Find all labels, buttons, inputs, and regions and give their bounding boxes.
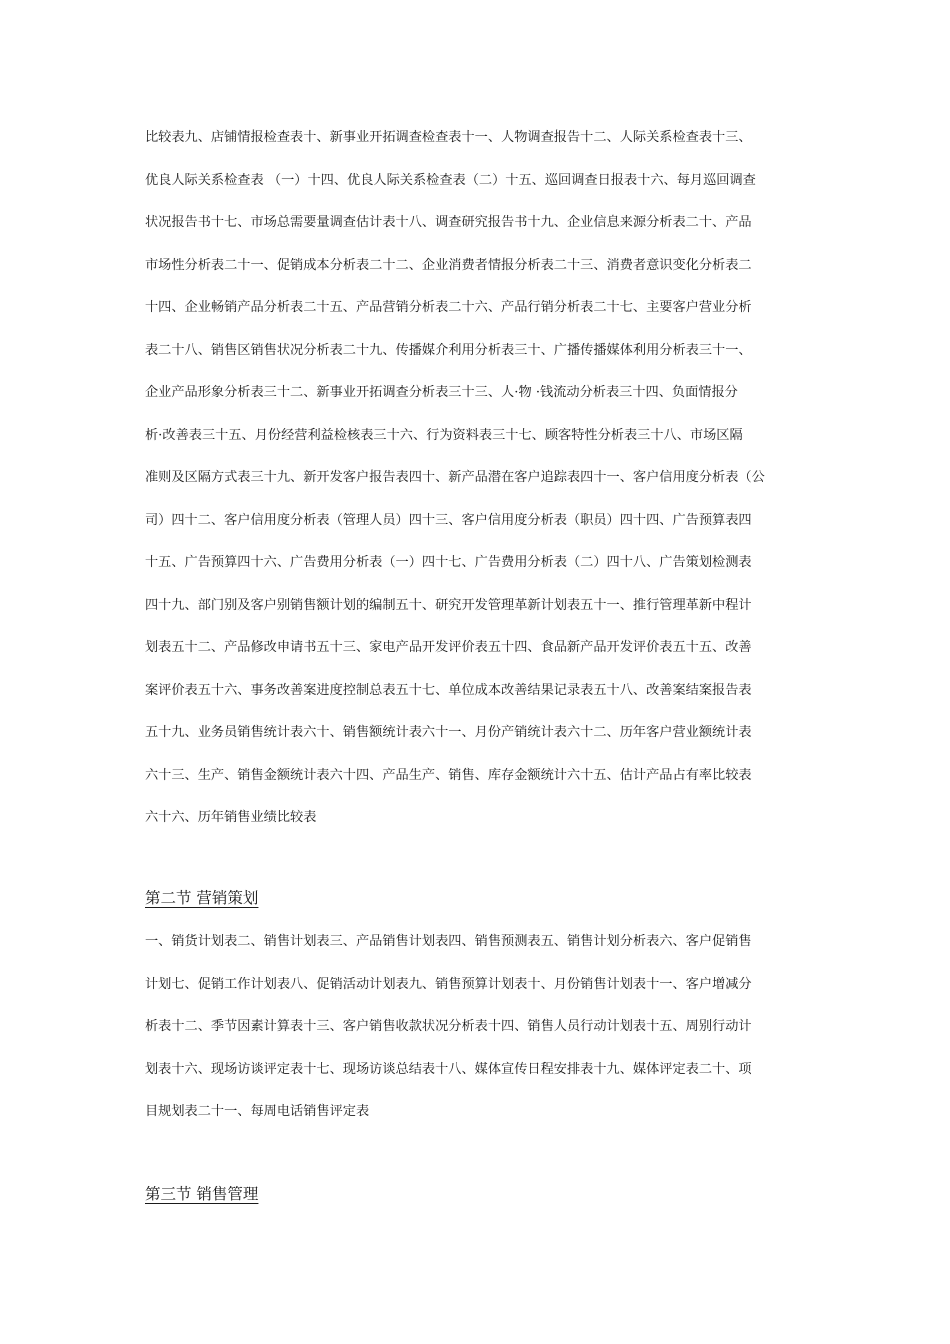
text-line: 案评价表五十六、事务改善案进度控制总表五十七、单位成本改善结果记录表五十八、改善案结案报告表 bbox=[145, 682, 752, 698]
text-line: 析·改善表三十五、月份经营利益检核表三十六、行为资料表三十七、顾客特性分析表三十八、市场区隔 bbox=[145, 427, 743, 443]
text-line: 一、销货计划表二、销售计划表三、产品销售计划表四、销售预测表五、销售计划分析表六、客户促销售 bbox=[145, 934, 752, 949]
text-line: 十五、广告预算四十六、广告费用分析表（一）四十七、广告费用分析表（二）四十八、广告策划检测表 bbox=[145, 555, 752, 570]
text-line: 司）四十二、客户信用度分析表（管理人员）四十三、客户信用度分析表（职员）四十四、广告预算表四 bbox=[145, 512, 752, 528]
section-heading-marketing-planning: 第二节 营销策划 bbox=[145, 889, 259, 907]
text-line: 析表十二、季节因素计算表十三、客户销售收款状况分析表十四、销售人员行动计划表十五、周别行动计 bbox=[145, 1019, 752, 1034]
marketing-planning-paragraph bbox=[145, 932, 810, 1145]
text-line: 准则及区隔方式表三十九、新开发客户报告表四十、新产品潜在客户追踪表四十一、客户信用度分析表（公 bbox=[145, 470, 765, 485]
text-line: 市场性分析表二十一、促销成本分析表二十二、企业消费者情报分析表二十三、消费者意识变化分析表二 bbox=[145, 257, 752, 273]
text-line: 比较表九、店铺情报检查表十、新事业开拓调查检查表十一、人物调查报告十二、人际关系检查表十三、 bbox=[145, 130, 752, 145]
text-line: 四十九、部门别及客户别销售额计划的编制五十、研究开发管理革新计划表五十一、推行管理革新中程计 bbox=[145, 597, 752, 613]
text-line: 划表十六、现场访谈评定表十七、现场访谈总结表十八、媒体宣传日程安排表十九、媒体评定表二十、项 bbox=[145, 1061, 752, 1077]
text-line: 划表五十二、产品修改申请书五十三、家电产品开发评价表五十四、食品新产品开发评价表五十五、改善 bbox=[145, 640, 752, 655]
text-line: 表二十八、销售区销售状况分析表二十九、传播媒介利用分析表三十、广播传播媒体利用分析表三十一、 bbox=[145, 342, 752, 358]
text-line: 状况报告书十七、市场总需要量调查估计表十八、调查研究报告书十九、企业信息来源分析表二十、产品 bbox=[145, 215, 752, 230]
text-line: 目规划表二十一、每周电话销售评定表 bbox=[145, 1104, 370, 1119]
section-heading-sales-management: 第三节 销售管理 bbox=[145, 1185, 259, 1203]
text-line: 计划七、促销工作计划表八、促销活动计划表九、销售预算计划表十、月份销售计划表十一、客户增减分 bbox=[145, 976, 752, 992]
text-line: 优良人际关系检查表 （一）十四、优良人际关系检查表（二）十五、巡回调查日报表十六、每月巡回调查 bbox=[145, 172, 756, 188]
form-list-paragraph bbox=[145, 128, 810, 851]
text-line: 企业产品形象分析表三十二、新事业开拓调查分析表三十三、人·物 ·钱流动分析表三十四、负面情报分 bbox=[145, 385, 738, 400]
text-line: 十四、企业畅销产品分析表二十五、产品营销分析表二十六、产品行销分析表二十七、主要客户营业分析 bbox=[145, 300, 752, 315]
text-line: 六十六、历年销售业绩比较表 bbox=[145, 810, 317, 825]
text-line: 六十三、生产、销售金额统计表六十四、产品生产、销售、库存金额统计六十五、估计产品占有率比较表 bbox=[145, 767, 752, 783]
text-line: 五十九、业务员销售统计表六十、销售额统计表六十一、月份产销统计表六十二、历年客户营业额统计表 bbox=[145, 725, 752, 740]
